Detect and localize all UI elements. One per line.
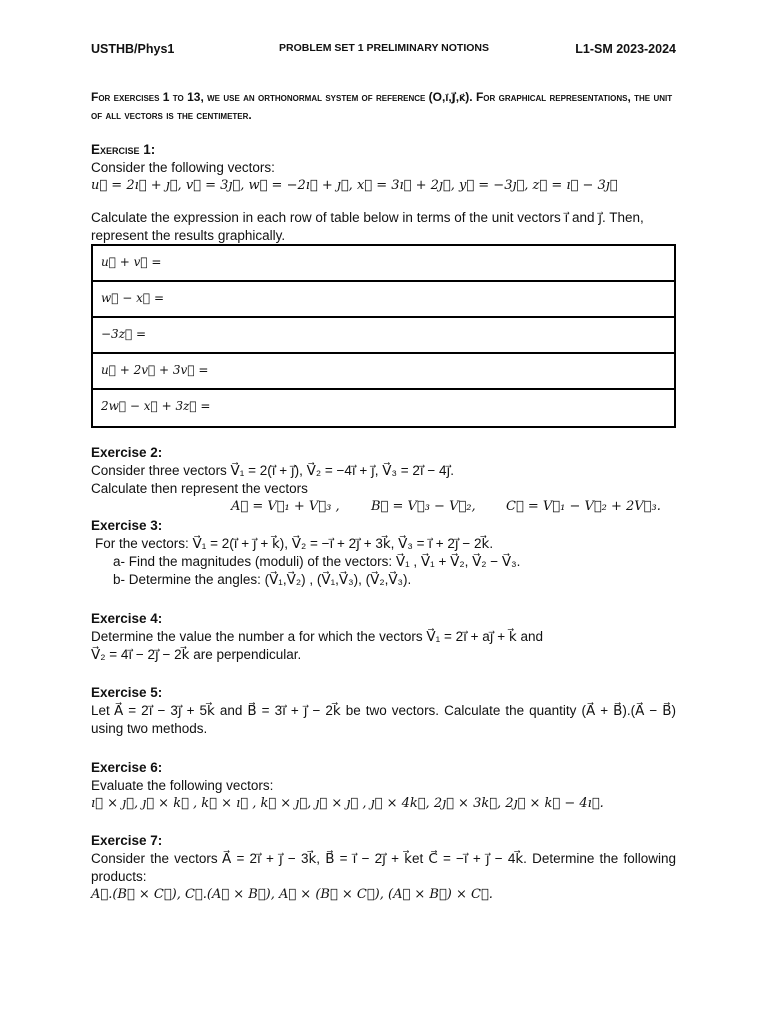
intro-text: For exercises 1 to 13, we use an orthonormal system of reference (O,ı⃗,ȷ⃗,k⃗). For graphical representations, the unit of all vectors is the centimeter. bbox=[91, 90, 673, 122]
table-cell: u⃗ + 2v⃗ + 3v⃗ = bbox=[101, 363, 209, 377]
table-cell: −3z⃗ = bbox=[101, 327, 147, 341]
exercise-3-b: b- Determine the angles: (V⃗₁,V⃗₂) , (V⃗₁,V⃗₃), (V⃗₂,V⃗₃). bbox=[113, 572, 412, 587]
exercise-4-line1: Determine the value the number a for which the vectors V⃗₁ = 2ı⃗ + aȷ⃗ + k⃗ and bbox=[91, 629, 543, 644]
table-row bbox=[93, 390, 674, 426]
exercise-4 bbox=[91, 610, 676, 664]
table-cell: u⃗ + v⃗ = bbox=[101, 255, 162, 269]
table-cell: w⃗ − x⃗ = bbox=[101, 291, 164, 305]
exercise-7-line2: A⃗.(B⃗ × C⃗), C⃗.(A⃗ × B⃗), A⃗ × (B⃗ × C⃗), (A⃗ × B⃗) × C⃗. bbox=[91, 887, 493, 902]
exercise-5-line1: Let A⃗ = 2ı⃗ − 3ȷ⃗ + 5k⃗ and B⃗ = 3ı⃗ + ȷ⃗ − 2k⃗ be two vectors. Calculate the quantity (A⃗ + B⃗).(A⃗ − B⃗) using two methods. bbox=[91, 703, 676, 736]
exercise-5-title: Exercise 5: bbox=[91, 685, 163, 700]
table-row bbox=[93, 246, 674, 282]
exercise-4-title: Exercise 4: bbox=[91, 611, 163, 626]
exercise-2 bbox=[91, 444, 676, 516]
exercise-1 bbox=[91, 141, 676, 195]
exercise-1-line2: Calculate the expression in each row of table below in terms of the unit vectors ı⃗ and ȷ⃗. Then, represent the results graphically. bbox=[91, 210, 644, 243]
exercise-6-line1: Evaluate the following vectors: bbox=[91, 778, 274, 793]
table-row bbox=[93, 282, 674, 318]
exercise-6-line2: ı⃗ × ȷ⃗, ȷ⃗ × k⃗ , k⃗ × ı⃗ , k⃗ × ȷ⃗, ȷ⃗ × ȷ⃗ , ȷ⃗ × 4k⃗, 2ȷ⃗ × 3k⃗, 2ȷ⃗ × k⃗ − 4ı⃗. bbox=[91, 796, 604, 811]
exercise-3-line1: For the vectors: V⃗₁ = 2(ı⃗ + ȷ⃗ + k⃗), V⃗₂ = −ı⃗ + 2ȷ⃗ + 3k⃗, V⃗₃ = ı⃗ + 2ȷ⃗ − 2k⃗. bbox=[95, 536, 494, 551]
table-row bbox=[93, 318, 674, 354]
vector-b: B⃗ = V⃗₃ − V⃗₂, bbox=[371, 499, 476, 514]
exercise-7-title: Exercise 7: bbox=[91, 833, 163, 848]
table-cell: 2w⃗ − x⃗ + 3z⃗ = bbox=[101, 399, 211, 413]
table-row bbox=[93, 354, 674, 390]
exercise-6 bbox=[91, 759, 676, 813]
exercise-7-line1: Consider the vectors A⃗ = 2ı⃗ + ȷ⃗ − 3k⃗, B⃗ = ı⃗ − 2ȷ⃗ + k⃗et C⃗ = −ı⃗ + ȷ⃗ − 4k⃗. Determine the following products: bbox=[91, 851, 676, 884]
header-right: L1-SM 2023-2024 bbox=[575, 42, 676, 56]
exercise-5 bbox=[91, 684, 676, 738]
exercise-3 bbox=[91, 517, 676, 589]
exercise-3-title: Exercise 3: bbox=[91, 518, 163, 533]
header-center: PROBLEM SET 1 PRELIMINARY NOTIONS bbox=[278, 42, 490, 54]
exercise-2-line2: Calculate then represent the vectors bbox=[91, 481, 308, 496]
exercise-2-line1: Consider three vectors V⃗₁ = 2(ı⃗ + ȷ⃗), V⃗₂ = −4ı⃗ + ȷ⃗, V⃗₃ = 2ı⃗ − 4ȷ⃗. bbox=[91, 463, 455, 478]
exercise-1-line1: Consider the following vectors: bbox=[91, 160, 275, 175]
exercise-1-table bbox=[91, 244, 676, 428]
exercise-7 bbox=[91, 832, 676, 904]
exercise-2-title: Exercise 2: bbox=[91, 445, 163, 460]
header-left: USTHB/Phys1 bbox=[91, 42, 175, 56]
exercise-1-title: Exercise 1: bbox=[91, 142, 156, 157]
exercise-4-line2: V⃗₂ = 4ı⃗ − 2ȷ⃗ − 2k⃗ are perpendicular. bbox=[91, 647, 302, 662]
exercise-2-vectors bbox=[91, 498, 676, 516]
vector-c: C⃗ = V⃗₁ − V⃗₂ + 2V⃗₃. bbox=[506, 499, 661, 514]
vector-a: A⃗ = V⃗₁ + V⃗₃ , bbox=[231, 499, 340, 514]
exercise-1-vectors: u⃗ = 2ı⃗ + ȷ⃗, v⃗ = 3ȷ⃗, w⃗ = −2ı⃗ + ȷ⃗, x⃗ = 3ı⃗ + 2ȷ⃗, y⃗ = −3ȷ⃗, z⃗ = ı⃗ − 3ȷ⃗ bbox=[91, 178, 618, 193]
exercise-6-title: Exercise 6: bbox=[91, 760, 163, 775]
exercise-3-a: a- Find the magnitudes (moduli) of the vectors: V⃗₁ , V⃗₁ + V⃗₂, V⃗₂ − V⃗₃. bbox=[113, 554, 521, 569]
